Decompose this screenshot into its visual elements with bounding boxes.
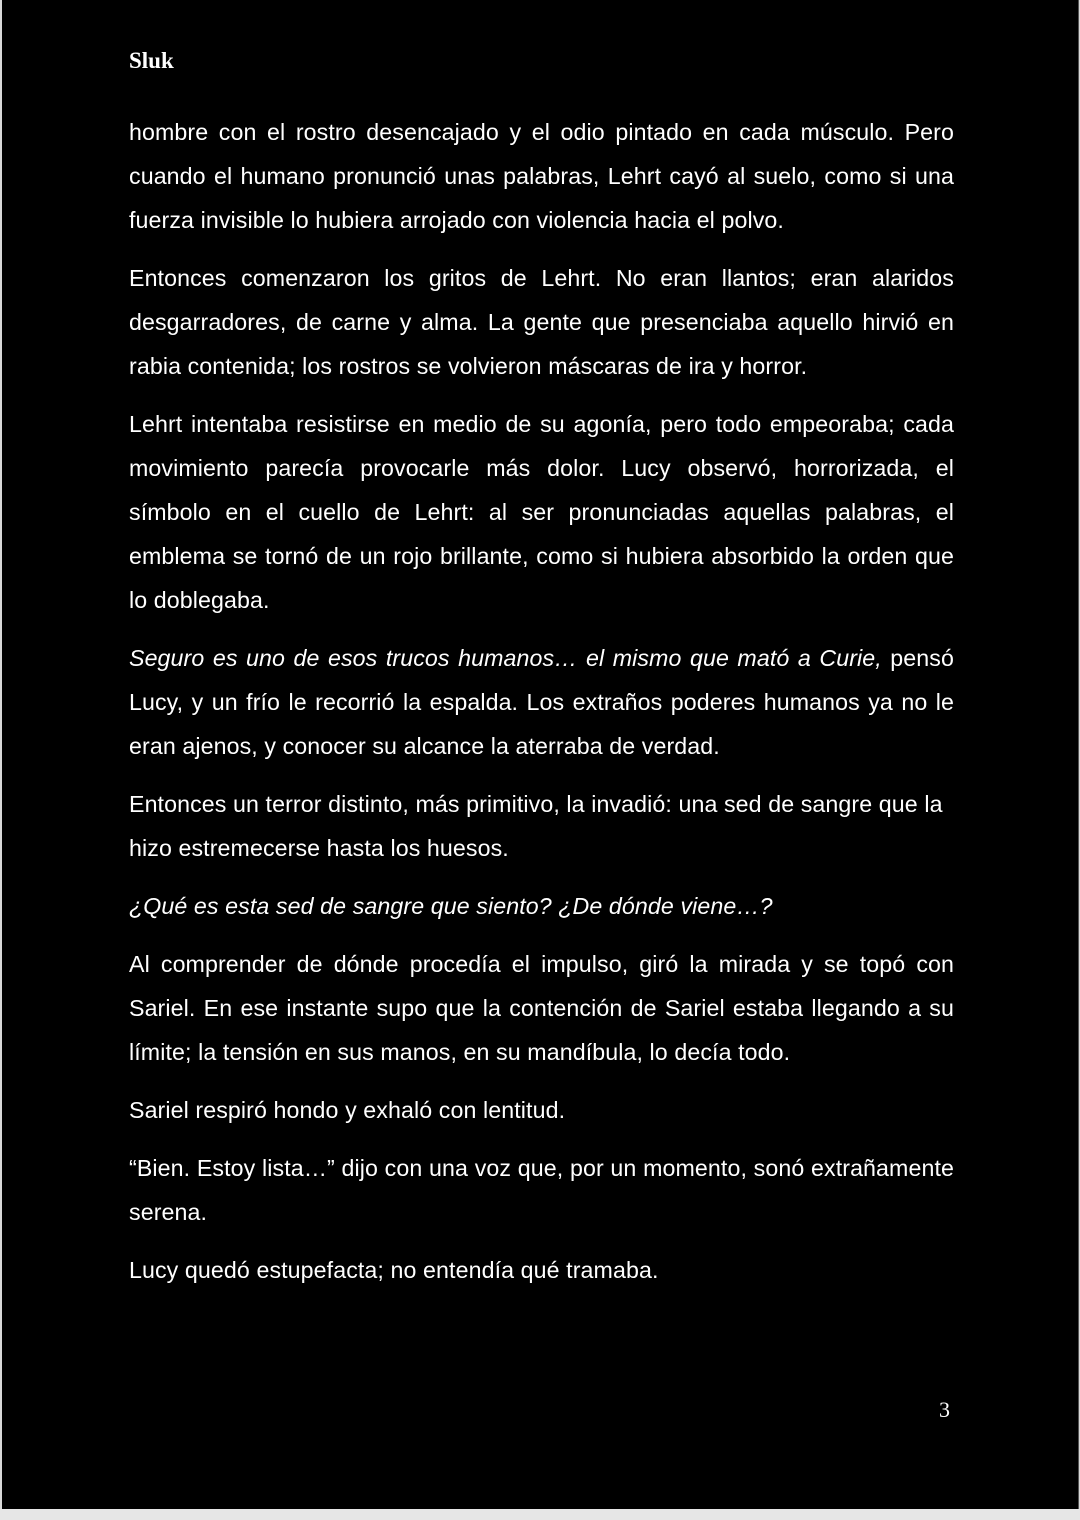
- paragraph-6: [129, 884, 954, 928]
- page-number: 3: [939, 1397, 950, 1422]
- paragraph-7: Al comprender de dónde procedía el impulso, giró la mirada y se topó con Sariel. En ese instante supo que la contención de Sariel estaba llegando a su límite; la tensión en sus manos, en su mandíbula, lo decía todo.: [129, 951, 954, 1065]
- paragraph-2: Entonces comenzaron los gritos de Lehrt. No eran llantos; eran alaridos desgarradores, de carne y alma. La gente que presenciaba aquello hirvió en rabia contenida; los rostros se volvieron máscaras de ira y horror.: [129, 265, 954, 379]
- paragraph-8: Sariel respiró hondo y exhaló con lentitud.: [129, 1097, 566, 1123]
- paragraph-10: Lucy quedó estupefacta; no entendía qué tramaba.: [129, 1257, 659, 1283]
- paragraph-4-italic-thought: Seguro es uno de esos trucos humanos… el mismo que mató a Curie,: [129, 645, 882, 671]
- paragraph-4-text: pensó Lucy, y un frío le recorrió la espalda. Los extraños poderes humanos ya no le eran ajenos, y conocer su alcance la aterraba de verdad.: [129, 645, 954, 759]
- paragraph-3: Lehrt intentaba resistirse en medio de su agonía, pero todo empeoraba; cada movimiento parecía provocarle más dolor. Lucy observó, horrorizada, el símbolo en el cuello de Lehrt: al ser pronunciadas aquellas palabras, el emblema se tornó de un rojo brillante, como si hubiera absorbido la orden que lo doblegaba.: [129, 411, 954, 613]
- paragraph-6-italic-thought: ¿Qué es esta sed de sangre que siento? ¿De dónde viene…?: [129, 893, 773, 919]
- paragraph-1: hombre con el rostro desencajado y el odio pintado en cada músculo. Pero cuando el humano pronunció unas palabras, Lehrt cayó al suelo, como si una fuerza invisible lo hubiera arrojado con violencia hacia el polvo.: [129, 119, 954, 233]
- paragraph-4: [129, 636, 954, 768]
- paragraph-5: Entonces un terror distinto, más primitivo, la invadió: una sed de sangre que la hizo estremecerse hasta los huesos.: [129, 791, 943, 861]
- running-header: Sluk: [129, 48, 174, 73]
- page-bottom-edge: [0, 1509, 1080, 1520]
- document-page: [2, 0, 1079, 1509]
- paragraph-9: “Bien. Estoy lista…” dijo con una voz que, por un momento, sonó extrañamente serena.: [129, 1155, 954, 1225]
- body-text: [129, 110, 954, 1306]
